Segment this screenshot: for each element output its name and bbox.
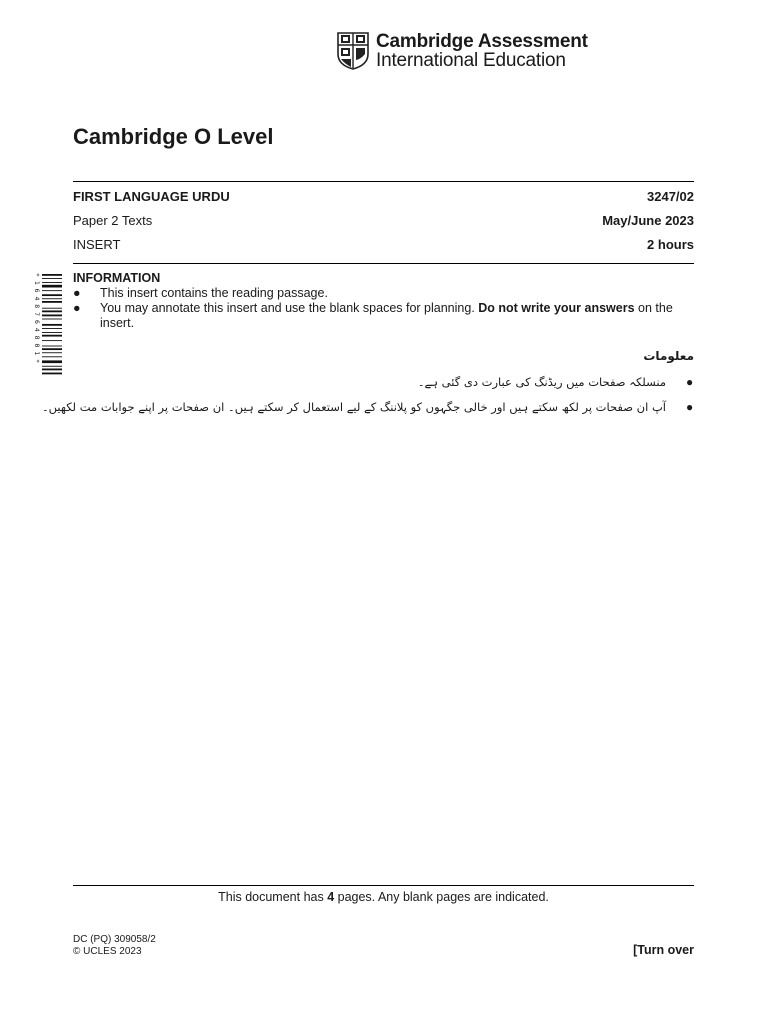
barcode-bar	[42, 274, 62, 276]
barcode-bars	[42, 274, 62, 374]
footer-references	[73, 934, 156, 958]
exam-session: May/June 2023	[602, 213, 694, 228]
information-bullet-1	[73, 286, 694, 302]
bullet-2-text-start: You may annotate this insert and use the blank spaces for planning.	[100, 301, 479, 315]
barcode-bar	[42, 308, 62, 309]
barcode-bar	[42, 324, 62, 326]
copyright: © UCLES 2023	[73, 946, 142, 957]
logo-line-2: International Education	[376, 50, 566, 71]
barcode-bar	[42, 360, 62, 363]
barcode-text: * 1 6 4 8 7 6 4 8 0 1 *	[33, 273, 41, 364]
urdu-bullet-1-text: منسلکہ صفحات میں ریڈنگ کی عبارت دی گئی ہے۔	[417, 375, 666, 389]
paper-row	[73, 213, 694, 231]
subject-code: 3247/02	[647, 189, 694, 204]
barcode-bar	[42, 369, 62, 371]
exam-duration: 2 hours	[647, 237, 694, 252]
document-reference: DC (PQ) 309058/2	[73, 934, 156, 945]
barcode-bar	[42, 328, 62, 329]
page-count-note	[73, 890, 694, 904]
information-bullet-2	[73, 301, 694, 331]
insert-label: INSERT	[73, 237, 121, 252]
barcode-bar	[42, 310, 62, 312]
barcode-bar	[42, 294, 62, 296]
turn-over-label: [Turn over	[633, 943, 694, 957]
page-count-post: pages. Any blank pages are indicated.	[334, 890, 549, 904]
cambridge-shield-icon	[337, 32, 369, 70]
information-bullet-1-text: This insert contains the reading passage.	[100, 286, 328, 300]
bullet-2-text-bold: Do not write your answers	[478, 301, 635, 315]
subject-row	[73, 189, 694, 207]
subject-name: FIRST LANGUAGE URDU	[73, 189, 230, 204]
bullet-2-text-end: on the insert.	[100, 301, 673, 330]
barcode-bar	[42, 366, 62, 367]
information-heading: INFORMATION	[73, 271, 161, 285]
page-title: Cambridge O Level	[73, 124, 274, 149]
page-count-pre: This document has	[218, 890, 328, 904]
bullet-icon: ●	[73, 286, 81, 300]
barcode-bar	[42, 315, 62, 317]
bullet-icon: ●	[686, 375, 694, 389]
insert-row	[73, 237, 694, 255]
barcode-bar	[42, 285, 62, 288]
barcode-bar	[42, 373, 62, 375]
urdu-bullet-2-text: آپ ان صفحات پر لکھ سکتے ہیں اور خالی جگہوں کو پلاننگ کے لیے استعمال کر سکتے ہیں۔ ان صفحات پر اپنے جوابات مت لکھیں۔	[41, 400, 666, 414]
barcode-bar	[42, 301, 62, 303]
barcode-bar	[42, 282, 62, 283]
barcode-bar	[42, 348, 62, 350]
urdu-information-heading: معلومات	[643, 349, 694, 363]
bullet-icon: ●	[686, 400, 694, 414]
barcode-bar	[42, 332, 62, 333]
top-divider	[73, 181, 694, 182]
information-bullet-2-text	[100, 301, 694, 331]
barcode-bar	[42, 298, 62, 299]
page-count: 4	[327, 890, 335, 904]
barcode-bar	[42, 356, 62, 357]
barcode-bar	[42, 335, 62, 337]
barcode	[32, 272, 62, 410]
bullet-icon: ●	[73, 301, 81, 315]
middle-divider	[73, 263, 694, 264]
barcode-bar	[42, 346, 62, 347]
barcode-bar	[42, 352, 62, 353]
barcode-bar	[42, 290, 62, 291]
barcode-bar	[42, 278, 62, 279]
paper-name: Paper 2 Texts	[73, 213, 153, 228]
barcode-bar	[42, 319, 62, 320]
cambridge-logo	[337, 31, 588, 71]
barcode-bar	[42, 340, 62, 341]
logo-line-1: Cambridge Assessment	[376, 31, 588, 52]
footer-divider	[73, 885, 694, 886]
